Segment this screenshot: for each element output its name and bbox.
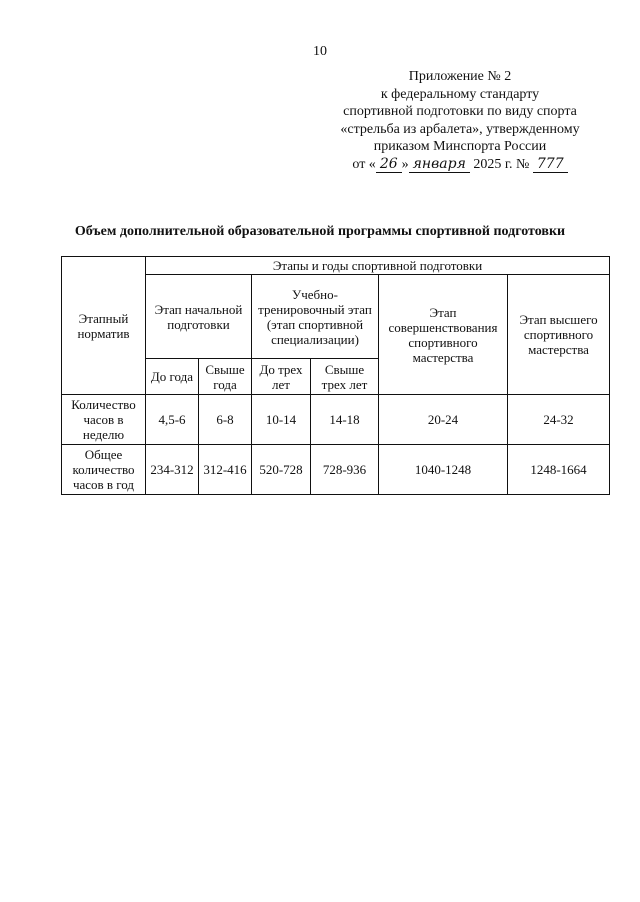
header-line-discipline: «стрельба из арбалета», утвержденному [340, 121, 580, 137]
table-cell: 24-32 [508, 395, 610, 445]
table-cell: 10-14 [252, 395, 311, 445]
table-row [62, 395, 610, 445]
table-cell: 520-728 [252, 445, 311, 495]
program-volume-table [61, 256, 610, 495]
subheader-up-to-three-years: До трех лет [252, 359, 311, 395]
header-line-order: приказом Минспорта России [373, 139, 547, 155]
header-line-sport: спортивной подготовки по виду спорта [343, 104, 577, 120]
header-line-standard: к федеральному стандарту [380, 86, 540, 102]
stage-header-training: Учебно-тренировочный этап (этап спортивной специализации) [252, 275, 379, 359]
table-cell: 14-18 [311, 395, 379, 445]
table-cell: 234-312 [146, 445, 199, 495]
row-label-annual-hours: Общее количество часов в год [62, 445, 146, 495]
group-header: Этапы и годы спортивной подготовки [146, 257, 610, 275]
stage-header-highest: Этап высшего спортивного мастерства [508, 275, 610, 395]
header-line-appendix: Приложение № 2 [408, 69, 512, 84]
approval-header [310, 68, 610, 174]
table-cell: 1040-1248 [379, 445, 508, 495]
table-cell: 4,5-6 [146, 395, 199, 445]
subheader-over-year: Свыше года [199, 359, 252, 395]
table-cell: 20-24 [379, 395, 508, 445]
date-prefix: от « [352, 156, 376, 172]
date-mid: » [401, 156, 409, 172]
stage-header-initial: Этап начальной подготовки [146, 275, 252, 359]
approval-date-line [310, 156, 610, 174]
table-cell: 728-936 [311, 445, 379, 495]
order-number-handwritten: 777 [533, 156, 568, 173]
row-label-weekly-hours: Количество часов в неделю [62, 395, 146, 445]
date-year: 2025 г. № [473, 156, 530, 172]
corner-header: Этапный норматив [62, 257, 146, 395]
subheader-over-three-years: Свыше трех лет [311, 359, 379, 395]
document-title: Объем дополнительной образовательной программы спортивной подготовки [74, 224, 566, 239]
table-cell: 6-8 [199, 395, 252, 445]
table-cell: 1248-1664 [508, 445, 610, 495]
date-month-handwritten: января [409, 156, 470, 173]
table-row [62, 445, 610, 495]
stage-header-improvement: Этап совершенствования спортивного мастерства [379, 275, 508, 395]
page-number: 10 [313, 44, 327, 59]
date-day-handwritten: 26 [376, 156, 402, 173]
table-cell: 312-416 [199, 445, 252, 495]
subheader-up-to-year: До года [146, 359, 199, 395]
